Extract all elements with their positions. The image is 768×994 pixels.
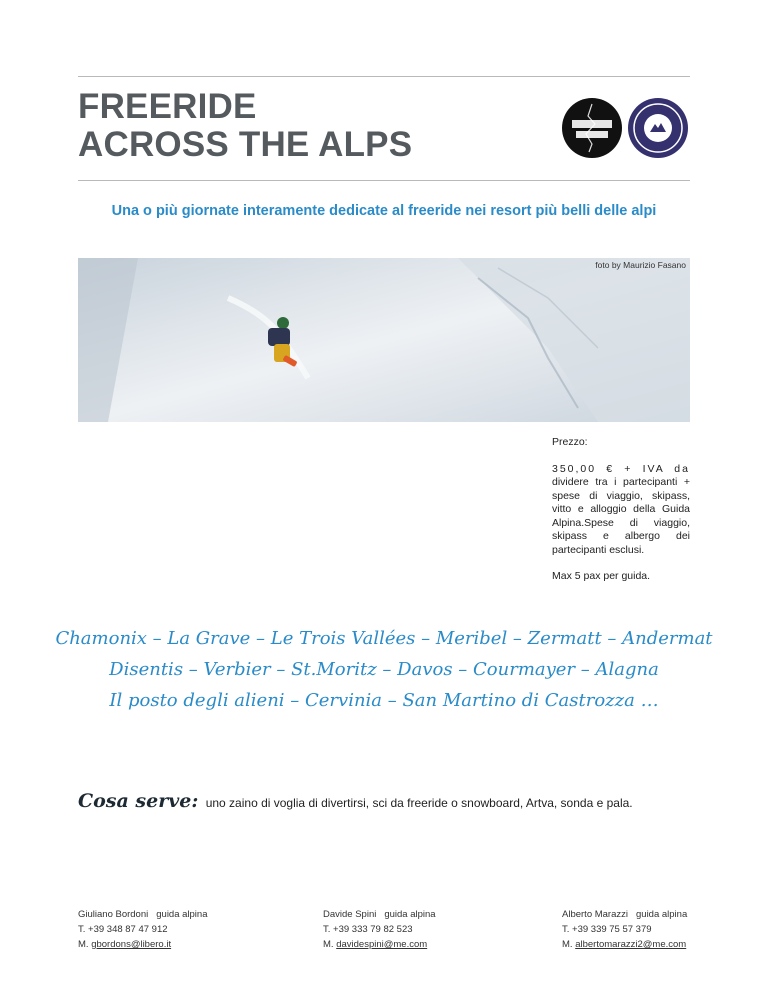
contact-role: guida alpina (636, 909, 688, 920)
header-divider (78, 180, 690, 181)
contact-email-link[interactable]: gbordons@libero.it (91, 939, 172, 950)
contact-email-link[interactable]: davidespini@me.com (336, 939, 428, 950)
contact-phone: T. +39 339 75 57 379 (562, 924, 652, 935)
photo-credit: foto by Maurizio Fasano (595, 260, 686, 270)
contact-card (78, 907, 278, 952)
contact-name: Alberto Marazzi (562, 909, 628, 920)
contact-role: guida alpina (384, 909, 436, 920)
requirements-label: Cosa serve: (78, 790, 199, 812)
guide-association-logo (628, 98, 688, 158)
price-description (552, 463, 690, 558)
price-block (552, 436, 690, 597)
email-prefix: M. (562, 939, 573, 950)
contact-card (323, 907, 523, 952)
title-line-2: ACROSS THE ALPS (78, 125, 413, 164)
resort-line-3: Il posto degli alieni – Cervinia – San Martino di Castrozza … (109, 690, 659, 711)
price-amount: 350,00 € + IVA da (552, 462, 690, 475)
email-prefix: M. (323, 939, 334, 950)
resort-line-2: Disentis – Verbier – St.Moritz – Davos – Courmayer – Alagna (109, 659, 659, 680)
price-detail: dividere tra i partecipanti + spese di viaggio, skipass, vitto e alloggio della Guida Alpina.Spese di viaggio, skipass e albergo dei partecipanti esclusi. (552, 476, 690, 556)
resort-list (0, 623, 768, 716)
contact-name: Giuliano Bordoni (78, 909, 149, 920)
price-max-participants: Max 5 pax per guida. (552, 570, 651, 582)
page-title (78, 88, 412, 164)
title-line-1: FREERIDE (78, 87, 257, 126)
contact-role: guida alpina (156, 909, 208, 920)
price-label: Prezzo: (552, 436, 588, 448)
top-divider (78, 76, 690, 77)
resort-line-1: Chamonix – La Grave – Le Trois Vallées – Meribel – Zermatt – Andermat (55, 628, 713, 649)
subtitle: Una o più giornate interamente dedicate al freeride nei resort più belli delle alpi (111, 203, 657, 219)
requirements (78, 790, 718, 812)
contact-name: Davide Spini (323, 909, 377, 920)
email-prefix: M. (78, 939, 89, 950)
freeride-photo (78, 258, 690, 422)
contact-card (562, 907, 762, 952)
white-line-logo (562, 98, 622, 158)
contact-phone: T. +39 348 87 47 912 (78, 924, 168, 935)
contact-email-link[interactable]: albertomarazzi2@me.com (575, 939, 687, 950)
requirements-text: uno zaino di voglia di divertirsi, sci da freeride o snowboard, Artva, sonda e pala. (205, 796, 633, 810)
contact-phone: T. +39 333 79 82 523 (323, 924, 413, 935)
